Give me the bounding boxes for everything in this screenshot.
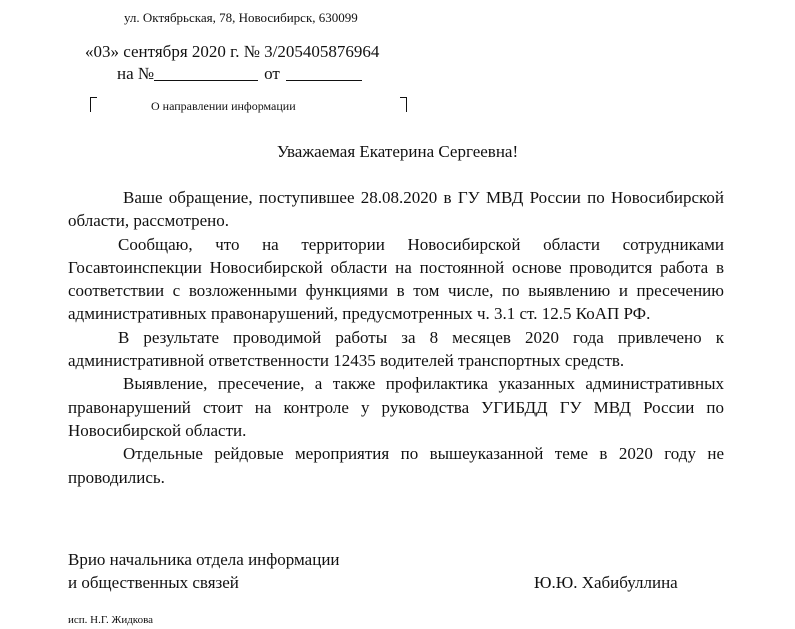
reply-number-blank bbox=[154, 64, 258, 81]
letter-subject: О направлении информации bbox=[151, 99, 296, 113]
reply-number-label: на № bbox=[117, 64, 155, 83]
signatory-name: Ю.Ю. Хабибуллина bbox=[534, 573, 678, 592]
subject-bracket-left bbox=[90, 97, 97, 112]
letter-body bbox=[68, 186, 724, 489]
body-paragraph: Выявление, пресечение, а также профилактика указанных административных правонарушений стоит на контроле у руководства УГИБДД ГУ МВД России по Новосибирской области. bbox=[68, 374, 724, 440]
signatory-position-line2: и общественных связей bbox=[68, 573, 239, 592]
body-paragraph: В результате проводимой работы за 8 месяцев 2020 года привлечено к административной ответственности 12435 водителей транспортных средств. bbox=[68, 327, 724, 371]
greeting: Уважаемая Екатерина Сергеевна! bbox=[276, 142, 519, 161]
reply-date-label: от bbox=[264, 64, 280, 83]
letter-date-number: «03» сентября 2020 г. № 3/205405876964 bbox=[85, 42, 380, 61]
body-paragraph: Отдельные рейдовые мероприятия по вышеуказанной теме в 2020 году не проводились. bbox=[68, 444, 724, 487]
executor-note: исп. Н.Г. Жидкова bbox=[68, 614, 154, 626]
body-paragraph: Сообщаю, что на территории Новосибирской области сотрудниками Госавтоинспекции Новосибирской области на постоянной основе проводится работа в соответствии с возложенными функциями в том числе, по выявлению и пресечению административных правонарушений, предусмотренных ч. 3.1 ст. 12.5 КоАП РФ. bbox=[68, 234, 724, 324]
reply-date-blank bbox=[286, 64, 362, 81]
sender-address: ул. Октябрьская, 78, Новосибирск, 630099 bbox=[124, 10, 358, 25]
signatory-position-line1: Врио начальника отдела информации bbox=[68, 550, 340, 569]
subject-bracket-right bbox=[400, 97, 407, 112]
reply-reference-line bbox=[117, 64, 362, 84]
body-paragraph: Ваше обращение, поступившее 28.08.2020 в ГУ МВД России по Новосибирской области, рассмотрено. bbox=[68, 188, 724, 231]
